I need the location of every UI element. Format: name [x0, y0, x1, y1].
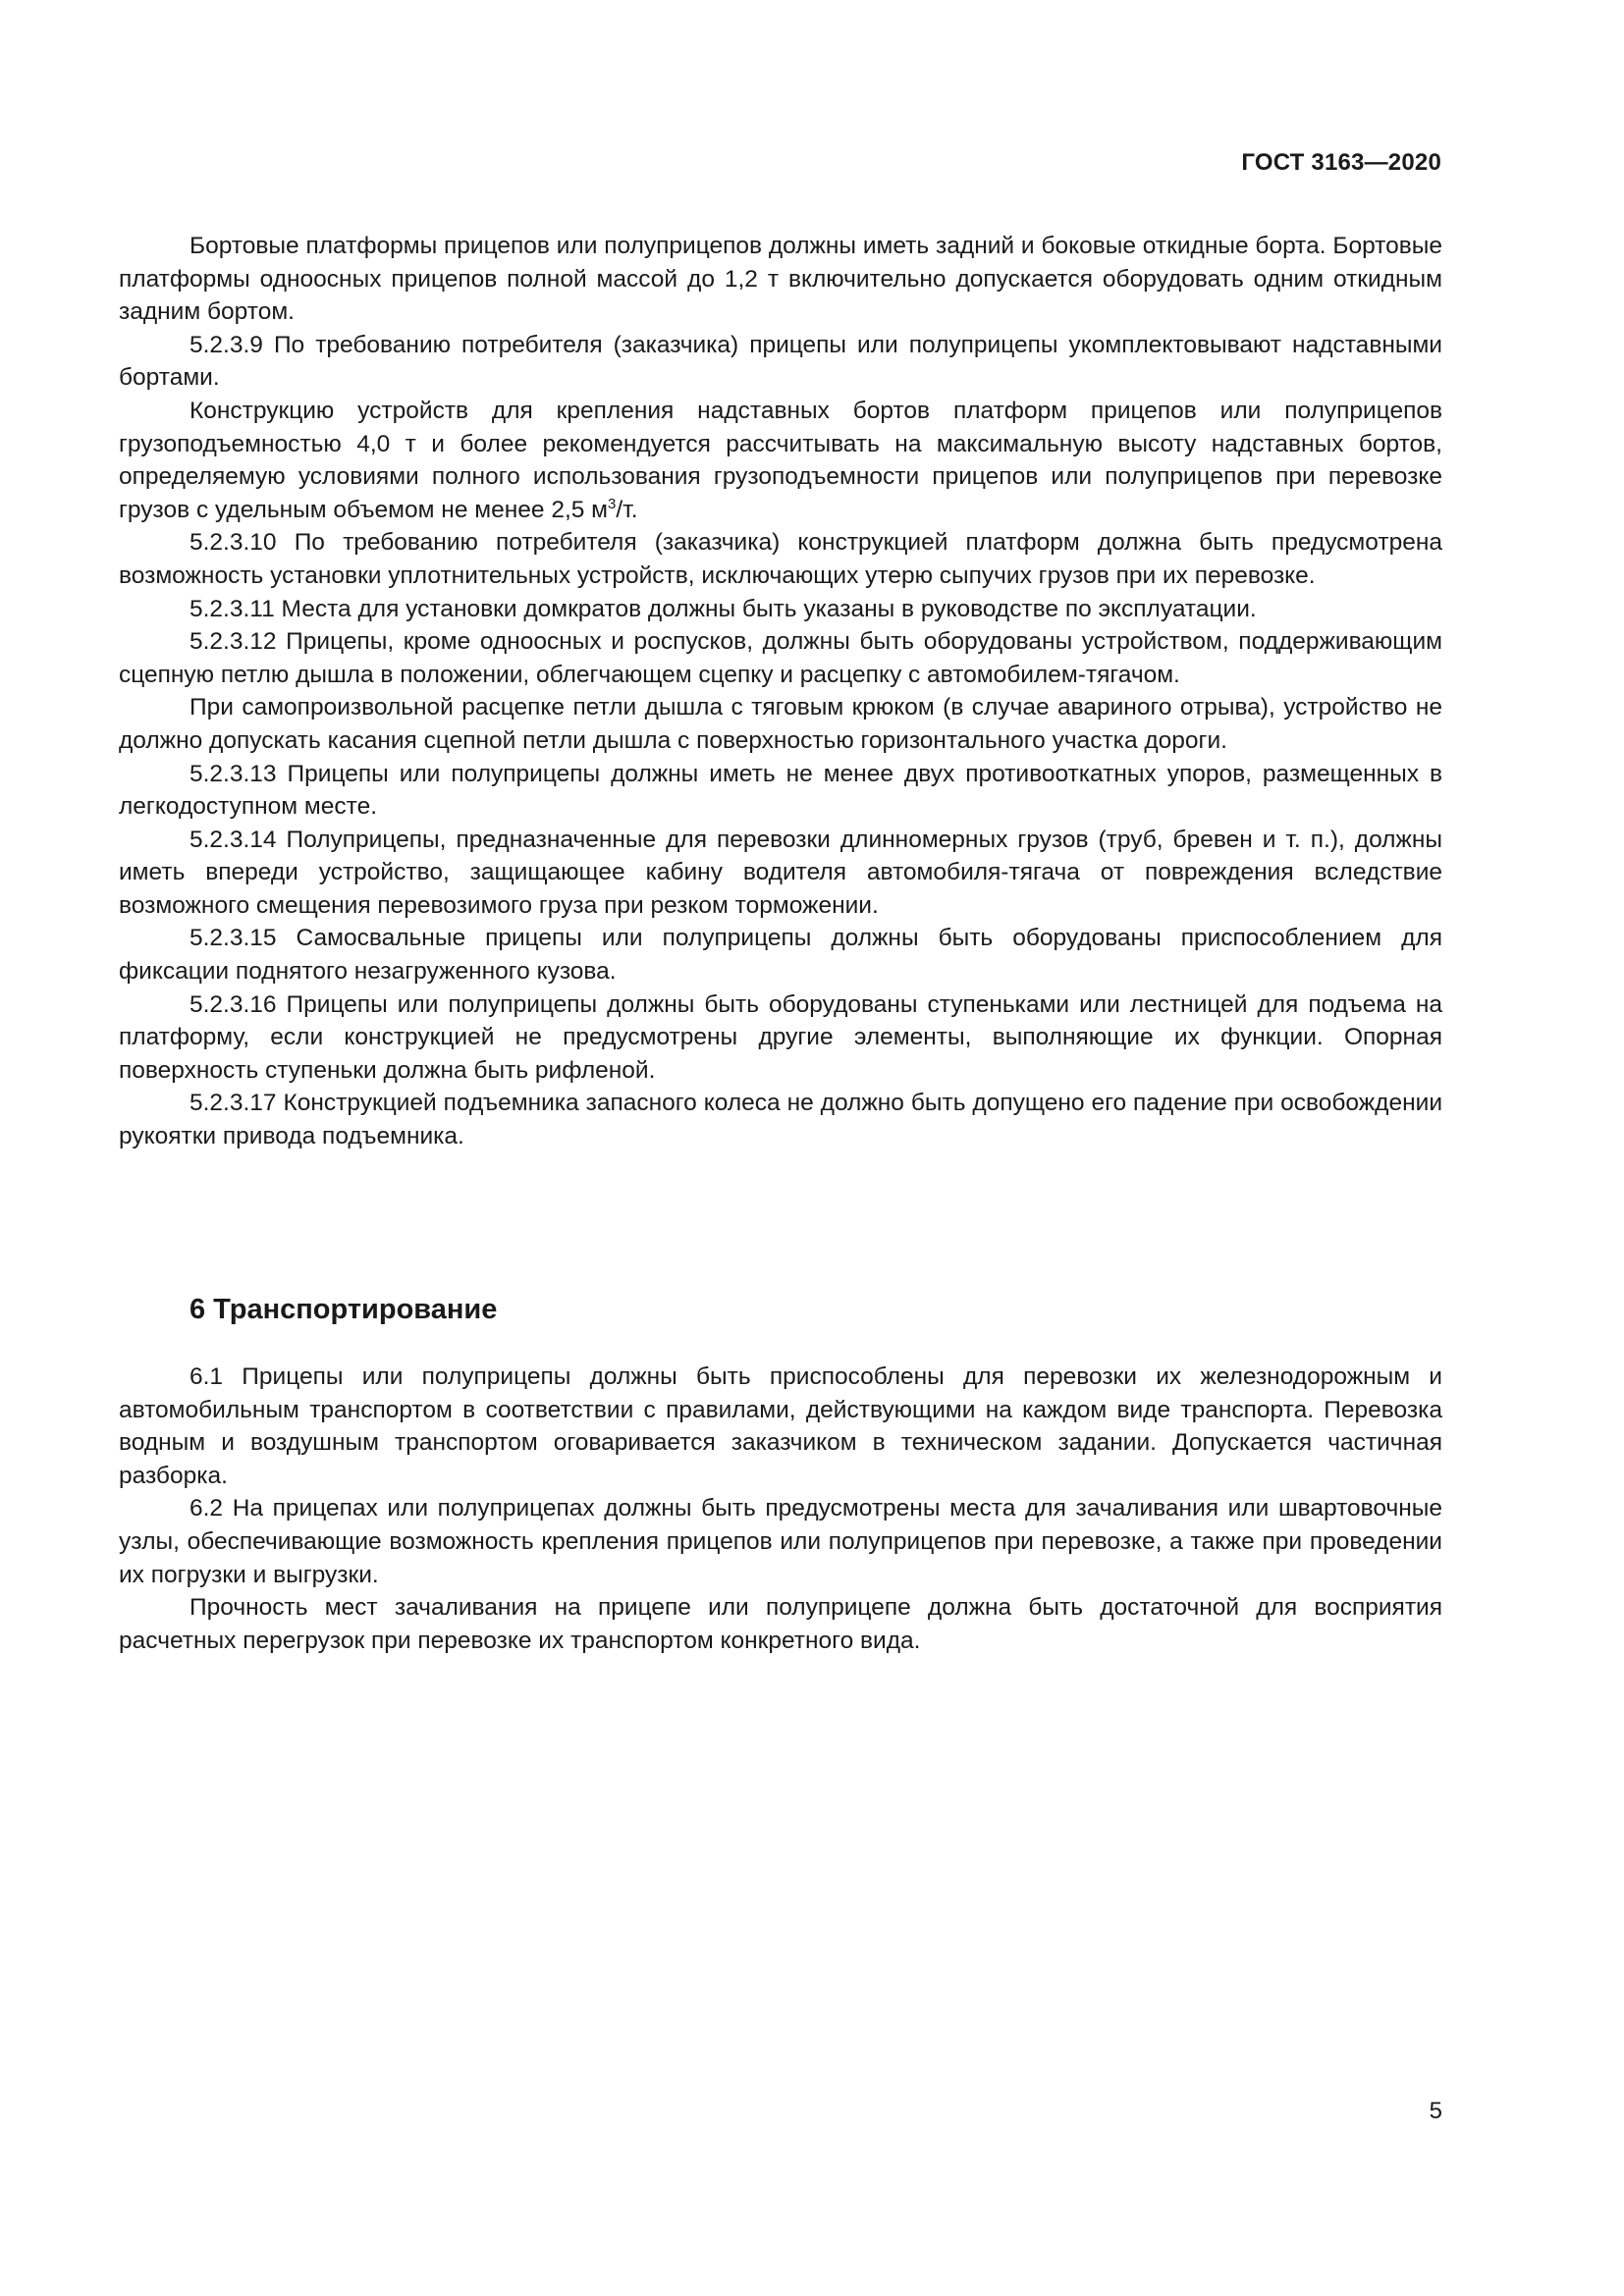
section-heading: 6 Транспортирование [189, 1294, 498, 1325]
paragraph: Бортовые платформы прицепов или полуприцепов должны иметь задний и боковые откидные борта. Бортовые платформы одноосных прицепов полной массой до 1,2 т включительно допускается оборудовать одним откидным задним бортом. [119, 233, 1442, 326]
clause-5-2-3-body [119, 230, 1442, 1153]
paragraph: 6.2 На прицепах или полуприцепах должны быть предусмотрены места для зачаливания или швартовочные узлы, обеспечивающие возможность крепления прицепов или полуприцепов при перевозке, а также при проведении их погрузки и выгрузки. [119, 1495, 1442, 1588]
page-number: 5 [1429, 2098, 1442, 2124]
paragraph: Прочность мест зачаливания на прицепе или полуприцепе должна быть достаточной для восприятия расчетных перегрузок при перевозке их транспортом конкретного вида. [119, 1594, 1442, 1654]
paragraph [119, 395, 1442, 526]
paragraph: 5.2.3.13 Прицепы или полуприцепы должны иметь не менее двух противооткатных упоров, размещенных в легкодоступном месте. [119, 760, 1442, 821]
paragraph: 5.2.3.12 Прицепы, кроме одноосных и роспусков, должны быть оборудованы устройством, поддерживающим сцепную петлю дышла в положении, облегчающем сцепку и расцепку с автомобилем-тягачом. [119, 628, 1442, 688]
paragraph-text: /т. [616, 496, 638, 523]
paragraph: 6.1 Прицепы или полуприцепы должны быть приспособлены для перевозки их железнодорожным и автомобильным транспортом в соответствии с правилами, действующими на каждом виде транспорта. Перевозка водным и воздушным транспортом оговаривается заказчиком в техническом задании. Допускается частичная разборка. [119, 1363, 1442, 1489]
section-6-body [119, 1361, 1442, 1657]
paragraph: 5.2.3.10 По требованию потребителя (заказчика) конструкцией платформ должна быть предусмотрена возможность установки уплотнительных устройств, исключающих утерю сыпучих грузов при их перевозке. [119, 529, 1442, 589]
paragraph: 5.2.3.16 Прицепы или полуприцепы должны быть оборудованы ступеньками или лестницей для подъема на платформу, если конструкцией не предусмотрены другие элементы, выполняющие их функции. Опорная поверхность ступеньки должна быть рифленой. [119, 990, 1442, 1084]
paragraph-text: Конструкцию устройств для крепления надставных бортов платформ прицепов или полуприцепов грузоподъемностью 4,0 т и более рекомендуется рассчитывать на максимальную высоту надставных бортов, определяемую условиями полного использования грузоподъемности прицепов или полуприцепов при перевозке грузов с удельным объемом не менее 2,5 м [119, 397, 1442, 523]
paragraph: 5.2.3.15 Самосвальные прицепы или полуприцепы должны быть оборудованы приспособлением для фиксации поднятого незагруженного кузова. [119, 925, 1442, 986]
document-header: ГОСТ 3163—2020 [1241, 149, 1441, 176]
paragraph: 5.2.3.14 Полуприцепы, предназначенные для перевозки длинномерных грузов (труб, бревен и т. п.), должны иметь впереди устройство, защищающее кабину водителя автомобиля-тягача от повреждения вследствие возможного смещения перевозимого груза при резком торможении. [119, 826, 1442, 919]
superscript: 3 [608, 495, 617, 512]
paragraph: 5.2.3.17 Конструкцией подъемника запасного колеса не должно быть допущено его падение при освобождении рукоятки привода подъемника. [119, 1090, 1442, 1150]
paragraph: 5.2.3.9 По требованию потребителя (заказчика) прицепы или полуприцепы укомплектовывают надставными бортами. [119, 331, 1442, 392]
paragraph: 5.2.3.11 Места для установки домкратов должны быть указаны в руководстве по эксплуатации. [189, 595, 1257, 622]
paragraph: При самопроизвольной расцепке петли дышла с тяговым крюком (в случае авариного отрыва), устройство не должно допускать касания сцепной петли дышла с поверхностью горизонтального участка дороги. [119, 694, 1442, 754]
